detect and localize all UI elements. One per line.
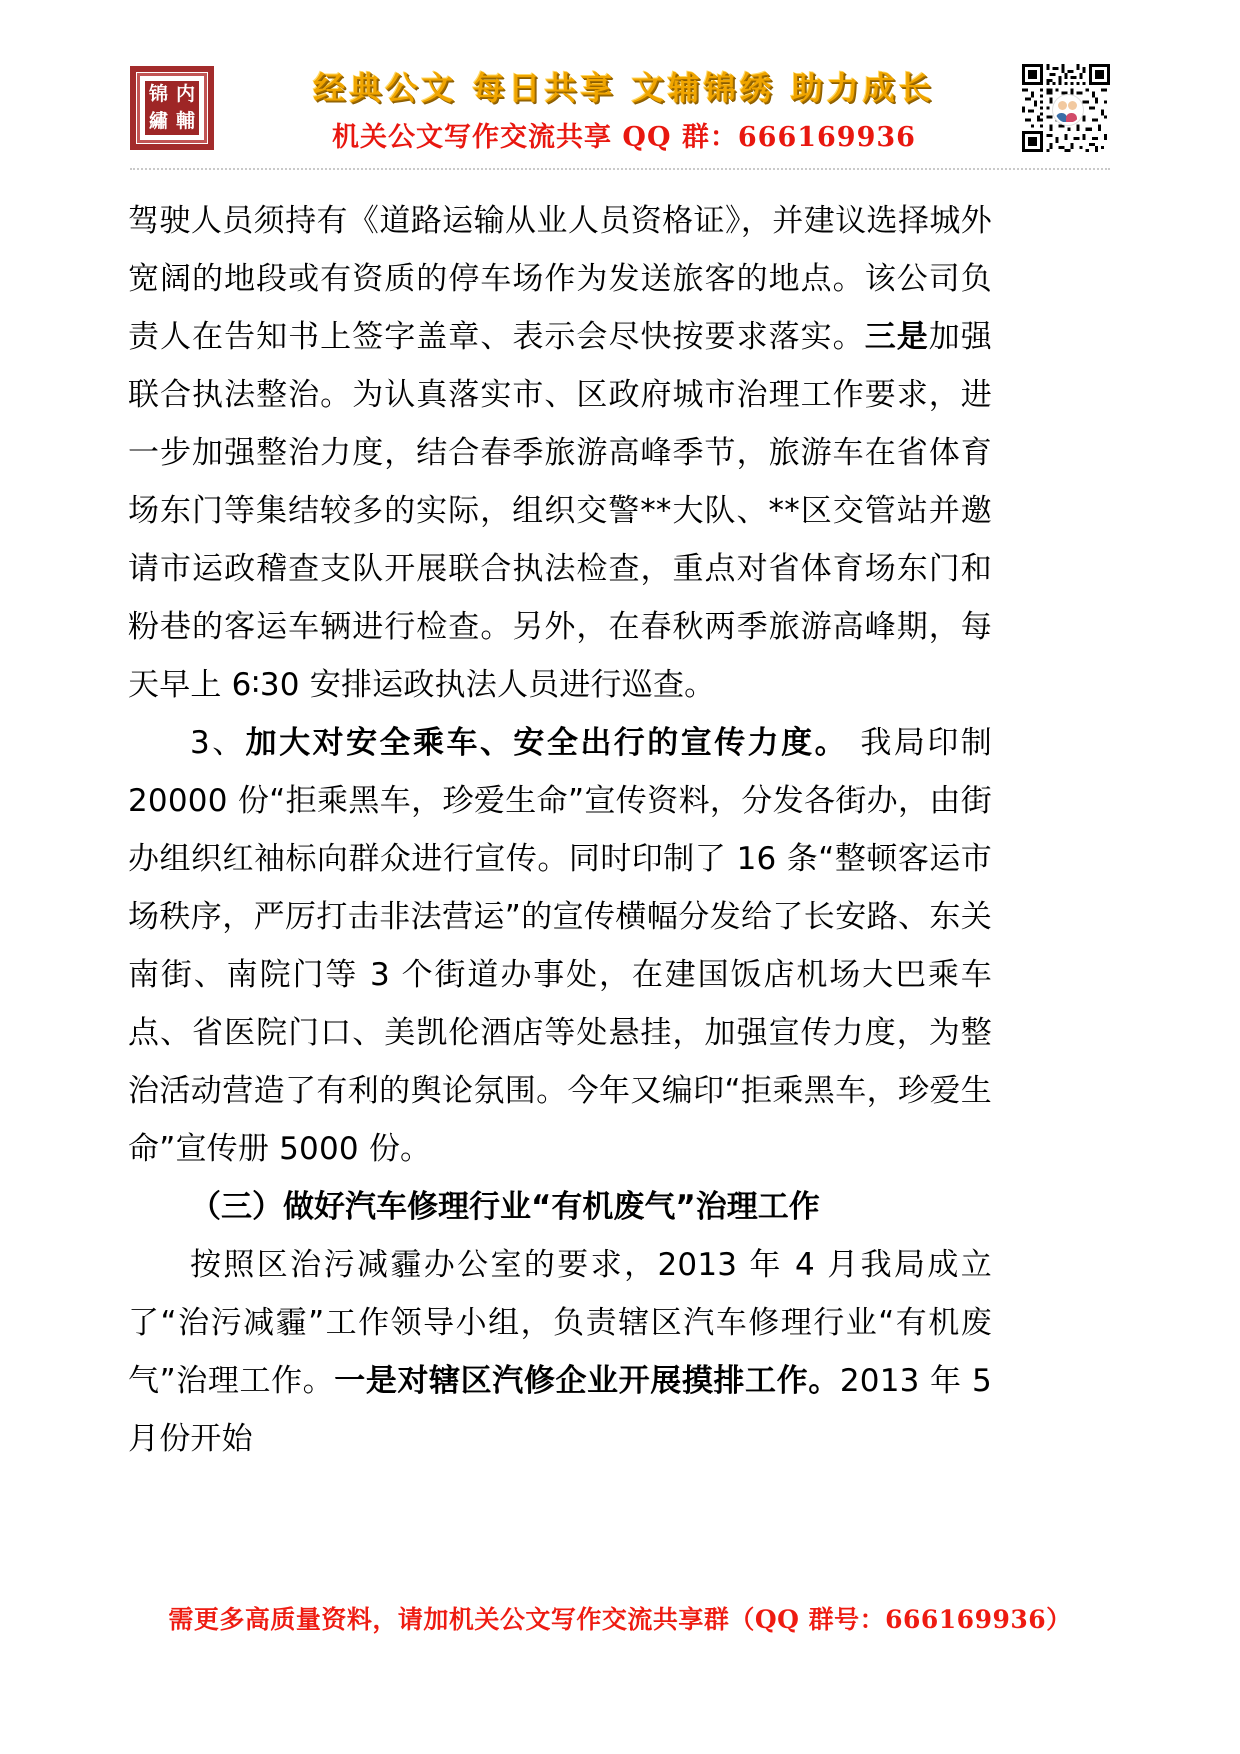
avatar-body-right [1066,113,1077,122]
footer-promo-text: 需更多高质量资料，请加机关公文写作交流共享群（QQ 群号：666169936） [168,1605,1072,1634]
paragraph-2-body: 我局印制 20000 份“拒乘黑车，珍爱生命”宣传资料，分发各街办，由街办组织红袖标向群众进行宣传。同时印制了 16 条“整顿客运市场秩序，严厉打击非法营运”的宣传横幅分发给了长安路、东关南街、南院门等 3 个街道办事处，在建国饭店机场大巴乘车点、省医院门口、美凯伦酒店等处悬挂，加强宣传力度，为整治活动营造了有利的舆论氛围。今年又编印“拒乘黑车，珍爱生命”宣传册 5000 份。 [128,725,992,1167]
paragraph-3-run-3: 2013 年 5 月份开始 [128,1363,992,1457]
paragraph-2-bold-title: 加大对安全乘车、安全出行的宣传力度。 [245,725,849,761]
section-heading-san: （三）做好汽车修理行业“有机废气”治理工作 [190,1189,820,1225]
seal-char-2: 内 [175,83,195,105]
two-people-avatar-icon [1053,95,1083,125]
paragraph-2 [128,714,992,1178]
banner-slogans [228,63,1010,154]
paragraph-2-number: 3、 [190,725,246,761]
paragraph-1-run-1: 驾驶人员须持有《道路运输从业人员资格证》，并建议选择城外宽阔的地段或有资质的停车场作为发送旅客的地点。该公司负责人在告知书上签字盖章、表示会尽快按要求落实。 [128,203,992,355]
header-divider [130,168,1110,170]
header-banner [130,52,1110,164]
qr-code-icon[interactable] [1022,64,1110,152]
paragraph-1-run-2-bold: 三是 [864,319,929,355]
paragraph-3-run-1: 按照区治污减霾办公室的要求，2013 年 4 月我局成立了“治污减霾”工作领导小组，负责辖区汽车修理行业“有机废气”治理工作。 [128,1247,992,1399]
avatar-head-left [1058,101,1067,110]
seal-logo [130,66,214,150]
document-content [128,192,992,1468]
seal-char-1: 锦 [148,83,168,105]
seal-char-3: 繡 [148,110,168,132]
paragraph-3 [128,1236,992,1468]
paragraph-3-run-2-bold: 一是对辖区汽修企业开展摸排工作。 [334,1363,840,1399]
paragraph-1 [128,192,992,714]
seal-characters [145,81,199,135]
paragraph-1-run-3: 加强联合执法整治。为认真落实市、区政府城市治理工作要求，进一步加强整治力度，结合春季旅游高峰季节，旅游车在省体育场东门等集结较多的实际，组织交警**大队、**区交管站并邀请市运政稽查支队开展联合执法检查，重点对省体育场东门和粉巷的客运车辆进行检查。另外，在春秋两季旅游高峰期，每天早上 6∶30 安排运政执法人员进行巡查。 [128,319,992,703]
slogan-gold: 经典公文 每日共享 文辅锦绣 助力成长 [313,68,935,107]
seal-char-4: 輔 [175,110,195,132]
slogan-red-qq: 机关公文写作交流共享 QQ 群：666169936 [332,121,916,153]
avatar-head-right [1068,101,1077,110]
